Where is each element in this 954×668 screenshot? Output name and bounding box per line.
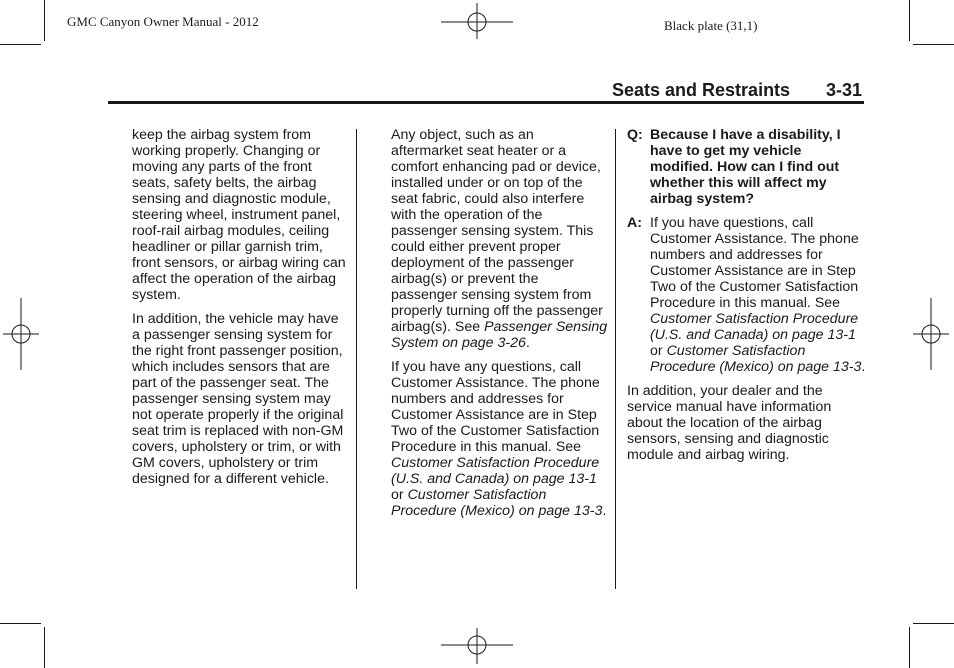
paragraph: In addition, the vehicle may have a passenger sensing system for the right front passenger position, which includes sensors that are part of the passenger seat. The passenger sensing system may not operate properly if the original seat trim is replaced with non-GM covers, upholstery or trim, or with GM covers, upholstery or trim designed for a different vehicle. [132,311,344,487]
question-text: Because I have a disability, I have to get my vehicle modified. How can I find out whether this will affect my airbag system? [650,127,841,207]
paragraph: If you have any questions, call Customer Assistance. The phone numbers and addresses for Customer Assistance are in Step Two of the Customer Satisfaction Procedure in this manual. See Customer Satisfaction Procedure (U.S. and Canada) on page 13-1 or Customer Satisfaction Procedure (Mexico) on page 13-3. [391,359,607,519]
answer-text: If you have questions, call Customer Assistance. The phone numbers and addresses for Customer Assistance are in Step Two of the Customer Satisfaction Procedure in this manual. See Customer Satisfaction Procedure (U.S. and Canada) on page 13-1 or Customer Satisfaction Procedure (Mexico) on page 13-3. [650,215,866,375]
crop-mark-top-right-vertical [909,0,910,41]
crop-mark-bottom-left-vertical [44,627,45,668]
cross-reference: Customer Satisfaction Procedure (Mexico) on page 13-3 [391,487,603,519]
registration-mark-left [3,298,39,370]
plate-number: Black plate (31,1) [664,18,758,33]
column-3 [627,127,866,471]
crop-mark-top-left-vertical [44,0,45,41]
crop-mark-bottom-left-horizontal [0,623,41,624]
column-divider-1 [356,129,357,589]
registration-mark-right [913,298,949,370]
answer-label: A: [627,215,642,231]
column-divider-2 [615,129,616,589]
header-rule [108,101,864,104]
cross-reference: Customer Satisfaction Procedure (U.S. and Canada) on page 13-1 [391,455,600,487]
registration-mark-top [441,3,513,39]
crop-mark-top-left-horizontal [0,44,41,45]
page-number: 3-31 [826,80,863,100]
crop-mark-bottom-right-vertical [909,627,910,668]
answer [627,215,866,375]
registration-mark-bottom [441,628,513,664]
cross-reference: Passenger Sensing System on page 3-26 [391,319,608,351]
cross-reference: Customer Satisfaction Procedure (Mexico) on page 13-3 [650,343,862,375]
paragraph: keep the airbag system from working properly. Changing or moving any parts of the front seats, safety belts, the airbag sensing and diagnostic module, steering wheel, instrument panel, roof-rail airbag modules, ceiling headliner or pillar garnish trim, front sensors, or airbag wiring can affect the operation of the airbag system. [132,127,346,303]
column-2 [391,127,608,527]
paragraph: In addition, your dealer and the service manual have information about the location of the airbag sensors, sensing and diagnostic module and airbag wiring. [627,383,832,463]
paragraph: Any object, such as an aftermarket seat heater or a comfort enhancing pad or device, installed under or on top of the seat fabric, could also interfere with the operation of the passenger sensing system. This could either prevent proper deployment of the passenger airbag(s) or prevent the passenger sensing system from properly turning off the passenger airbag(s). See Passenger Sensing System on page 3-26. [391,127,608,351]
question-label: Q: [627,127,643,143]
plate-title: GMC Canyon Owner Manual - 2012 [67,14,259,29]
crop-mark-bottom-right-horizontal [913,623,954,624]
section-title: Seats and Restraints [612,80,791,100]
question [627,127,866,207]
crop-mark-top-right-horizontal [913,44,954,45]
cross-reference: Customer Satisfaction Procedure (U.S. and Canada) on page 13-1 [650,311,859,343]
column-1 [132,127,350,495]
